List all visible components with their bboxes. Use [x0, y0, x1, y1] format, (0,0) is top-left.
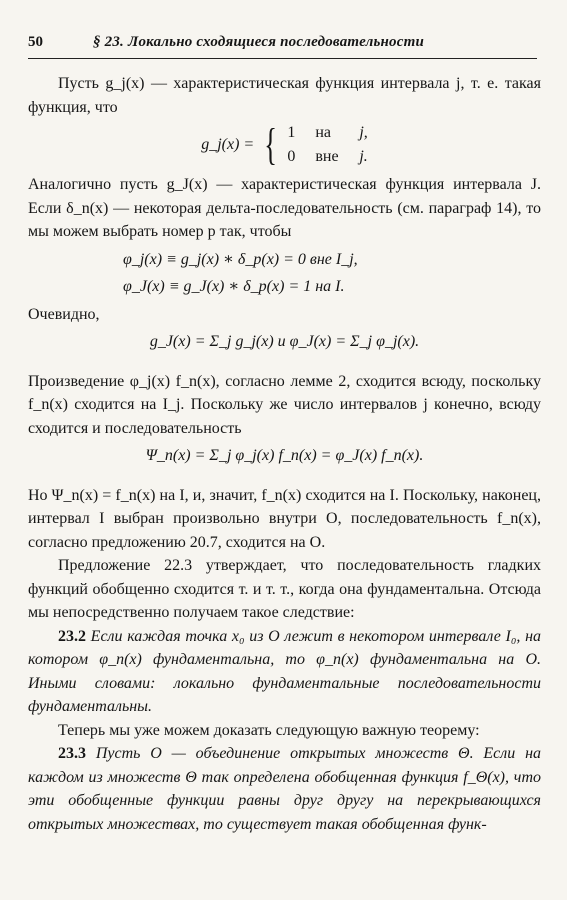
- proposition-number: 23.2: [58, 627, 86, 645]
- paragraph: Но Ψ_n(x) = f_n(x) на I, и, значит, f_n(x) сходится на I. Поскольку, наконец, интервал I выбран произвольно внутри O, последовательность f_n(x), согласно предложению 20.7, сходится на O.: [28, 486, 541, 551]
- paragraph: Очевидно,: [28, 305, 100, 323]
- equation: g_J(x) = Σ_j g_j(x) и φ_J(x) = Σ_j φ_j(x).: [149, 333, 420, 350]
- cases-lhs: g_j(x) =: [201, 136, 255, 154]
- paragraph: Предложение 22.3 утверждает, что последовательность гладких функций обобщенно сходится т. и т. т., когда она фундаментальна. Отсюда мы непосредственно получаем такое следствие:: [28, 557, 541, 621]
- case-value: 0: [287, 148, 296, 165]
- spacer: [28, 358, 541, 370]
- cases-rows: [287, 121, 367, 169]
- theorem-text: Пусть O — объединение открытых множеств Θ. Если на каждом из множеств Θ так определена обобщенная функция f_Θ(x), что эти обобщенные функции равны друг другу на перекрывающихся открытых множествах, то существует такая обобщенная функ-: [28, 745, 542, 833]
- case-set: j.: [359, 148, 368, 165]
- page-header: [28, 34, 531, 51]
- proposition-text: Если каждая точка x₀ из O лежит в некотором интервале I₀, на котором φ_n(x) фундаментальна, то φ_n(x) фундаментальна на O. Иными словами: локально фундаментальные последовательности фундаментальны.: [28, 627, 541, 715]
- theorem-23-3: [28, 742, 541, 836]
- equation: φ_j(x) ≡ g_j(x) ∗ δ_p(x) = 0 вне I_j,: [123, 250, 358, 268]
- theorem-number: 23.3: [58, 745, 86, 762]
- spacer: [28, 472, 541, 484]
- case-relation: на: [315, 124, 331, 141]
- case-row: [287, 145, 367, 169]
- left-brace: {: [264, 120, 278, 169]
- running-title: § 23. Локально сходящиеся последовательности: [93, 34, 425, 50]
- piecewise-definition: [28, 121, 541, 169]
- equation: φ_J(x) ≡ g_J(x) ∗ δ_p(x) = 1 на I.: [123, 278, 345, 295]
- equation: Ψ_n(x) = Σ_j φ_j(x) f_n(x) = φ_J(x) f_n(x).: [145, 447, 424, 464]
- paragraph: Произведение φ_j(x) f_n(x), согласно лемме 2, сходится всюду, поскольку f_n(x) сходится на I_j. Поскольку же число интервалов j конечно, всюду сходится и последовательность: [28, 372, 541, 437]
- case-value: 1: [287, 124, 296, 141]
- paragraph: Пусть g_j(x) — характеристическая функция интервала j, т. е. такая функция, что: [28, 75, 541, 116]
- page-body: [28, 72, 541, 836]
- case-relation: вне: [315, 148, 339, 165]
- proposition-23-2: [28, 625, 541, 719]
- paragraph: Аналогично пусть g_J(x) — характеристическая функция интервала J. Если δ_n(x) — некоторая дельта-последовательность (см. параграф 14), то мы можем выбрать номер p так, чтобы: [28, 176, 541, 240]
- case-row: [287, 121, 367, 145]
- case-set: j,: [359, 124, 368, 141]
- page-number: 50: [28, 34, 43, 50]
- header-rule: [28, 58, 537, 59]
- paragraph: Теперь мы уже можем доказать следующую важную теорему:: [58, 721, 480, 739]
